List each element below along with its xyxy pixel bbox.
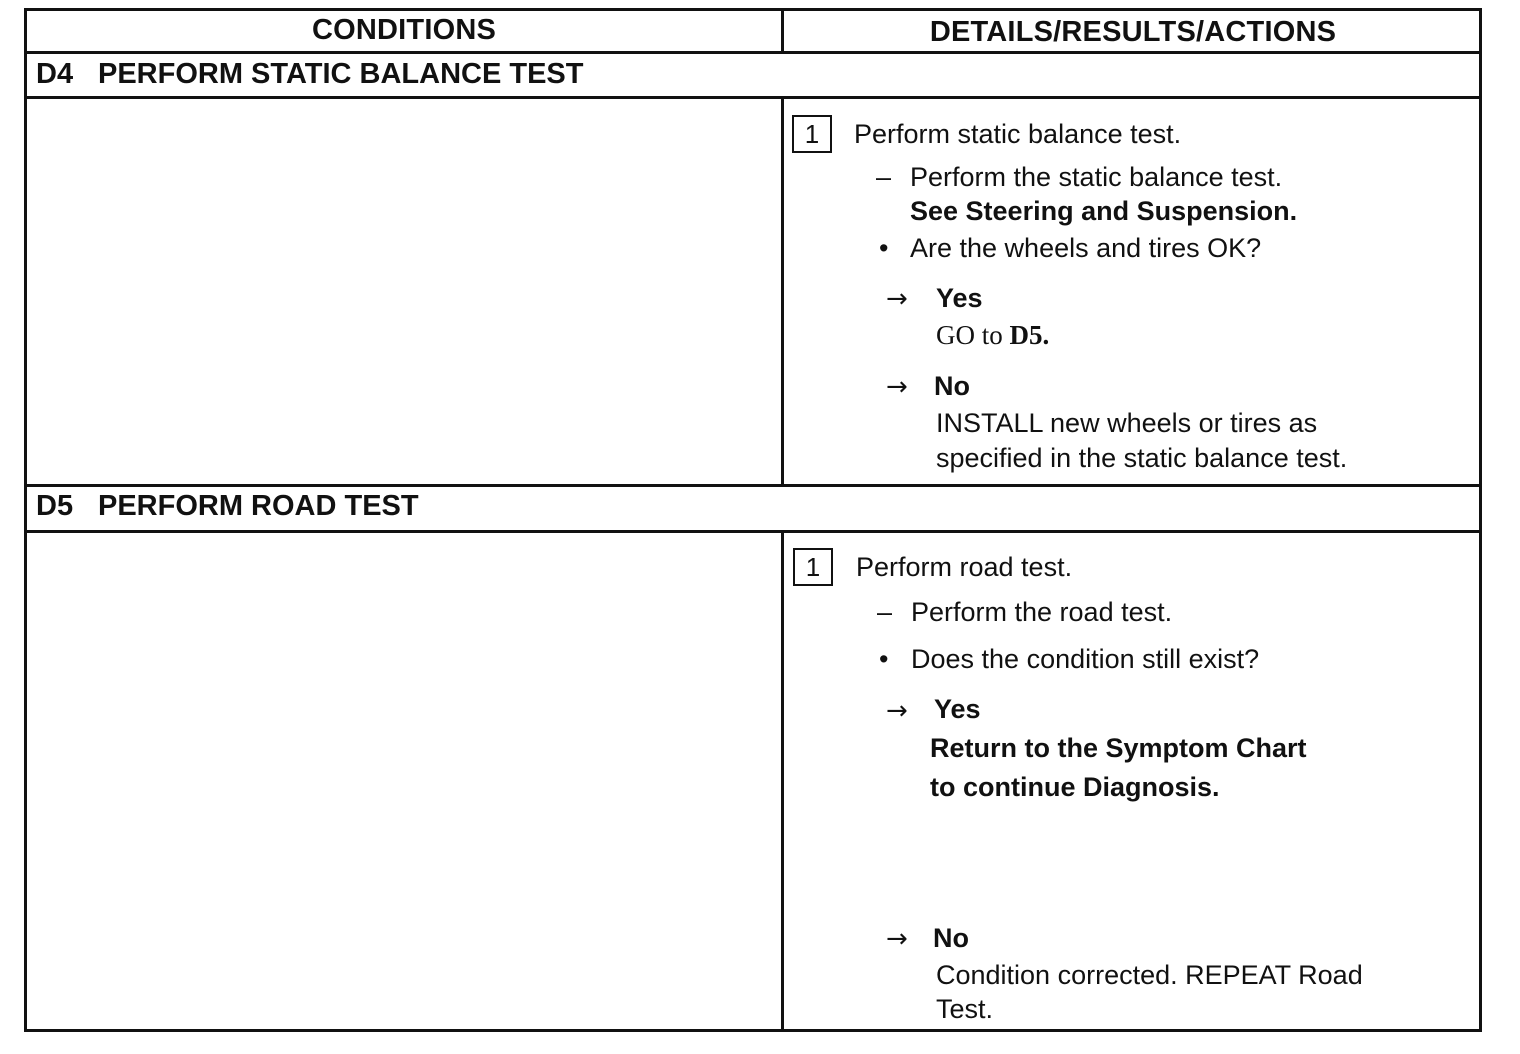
dash-item: Perform the static balance test. [910,162,1283,192]
arrow-right-icon: → [886,284,908,314]
d5-title-rule [24,530,1482,533]
yes-label: Yes [936,283,983,313]
step-title: Perform road test. [856,552,1073,582]
dash-glyph: – [877,597,893,627]
no-action-line1: Condition corrected. REPEAT Road [936,960,1363,990]
d4-title-rule [24,96,1482,99]
reference-link-text: See Steering and Suspension. [910,196,1298,226]
question-text: Are the wheels and tires OK? [910,233,1262,263]
yes-action-prefix: GO to [936,320,1003,350]
question-text: Does the condition still exist? [911,644,1260,674]
d5-column-divider [781,530,784,1032]
details-header: DETAILS/RESULTS/ACTIONS [929,15,1337,48]
conditions-header: CONDITIONS [311,13,497,46]
yes-action-target: D5. [1009,320,1050,350]
section-code: D5 [36,489,74,522]
step-number-box: 1 [793,548,833,586]
section-title-text: PERFORM ROAD TEST [98,489,419,522]
no-label: No [934,371,970,401]
no-label: No [933,923,969,953]
bullet-glyph: • [879,233,889,263]
no-action-line2: specified in the static balance test. [936,443,1348,473]
yes-action-line2: to continue Diagnosis. [930,772,1220,802]
section-title-d4 [36,52,583,96]
section-code: D4 [36,57,74,90]
step-title: Perform static balance test. [854,119,1182,149]
arrow-right-icon: → [886,372,908,402]
arrow-right-icon: → [886,696,908,726]
yes-action [936,318,1049,352]
no-action-line2: Test. [936,994,994,1024]
step-number-box: 1 [792,115,832,153]
section-title-text: PERFORM STATIC BALANCE TEST [98,57,584,90]
yes-label: Yes [934,694,981,724]
dash-glyph: – [876,162,892,192]
d4-column-divider [781,96,784,486]
yes-action-line1: Return to the Symptom Chart [930,733,1307,763]
dash-item: Perform the road test. [911,597,1173,627]
bullet-glyph: • [879,644,889,674]
no-action-line1: INSTALL new wheels or tires as [936,408,1318,438]
arrow-right-icon: → [886,924,908,954]
section-title-d5 [36,484,419,528]
